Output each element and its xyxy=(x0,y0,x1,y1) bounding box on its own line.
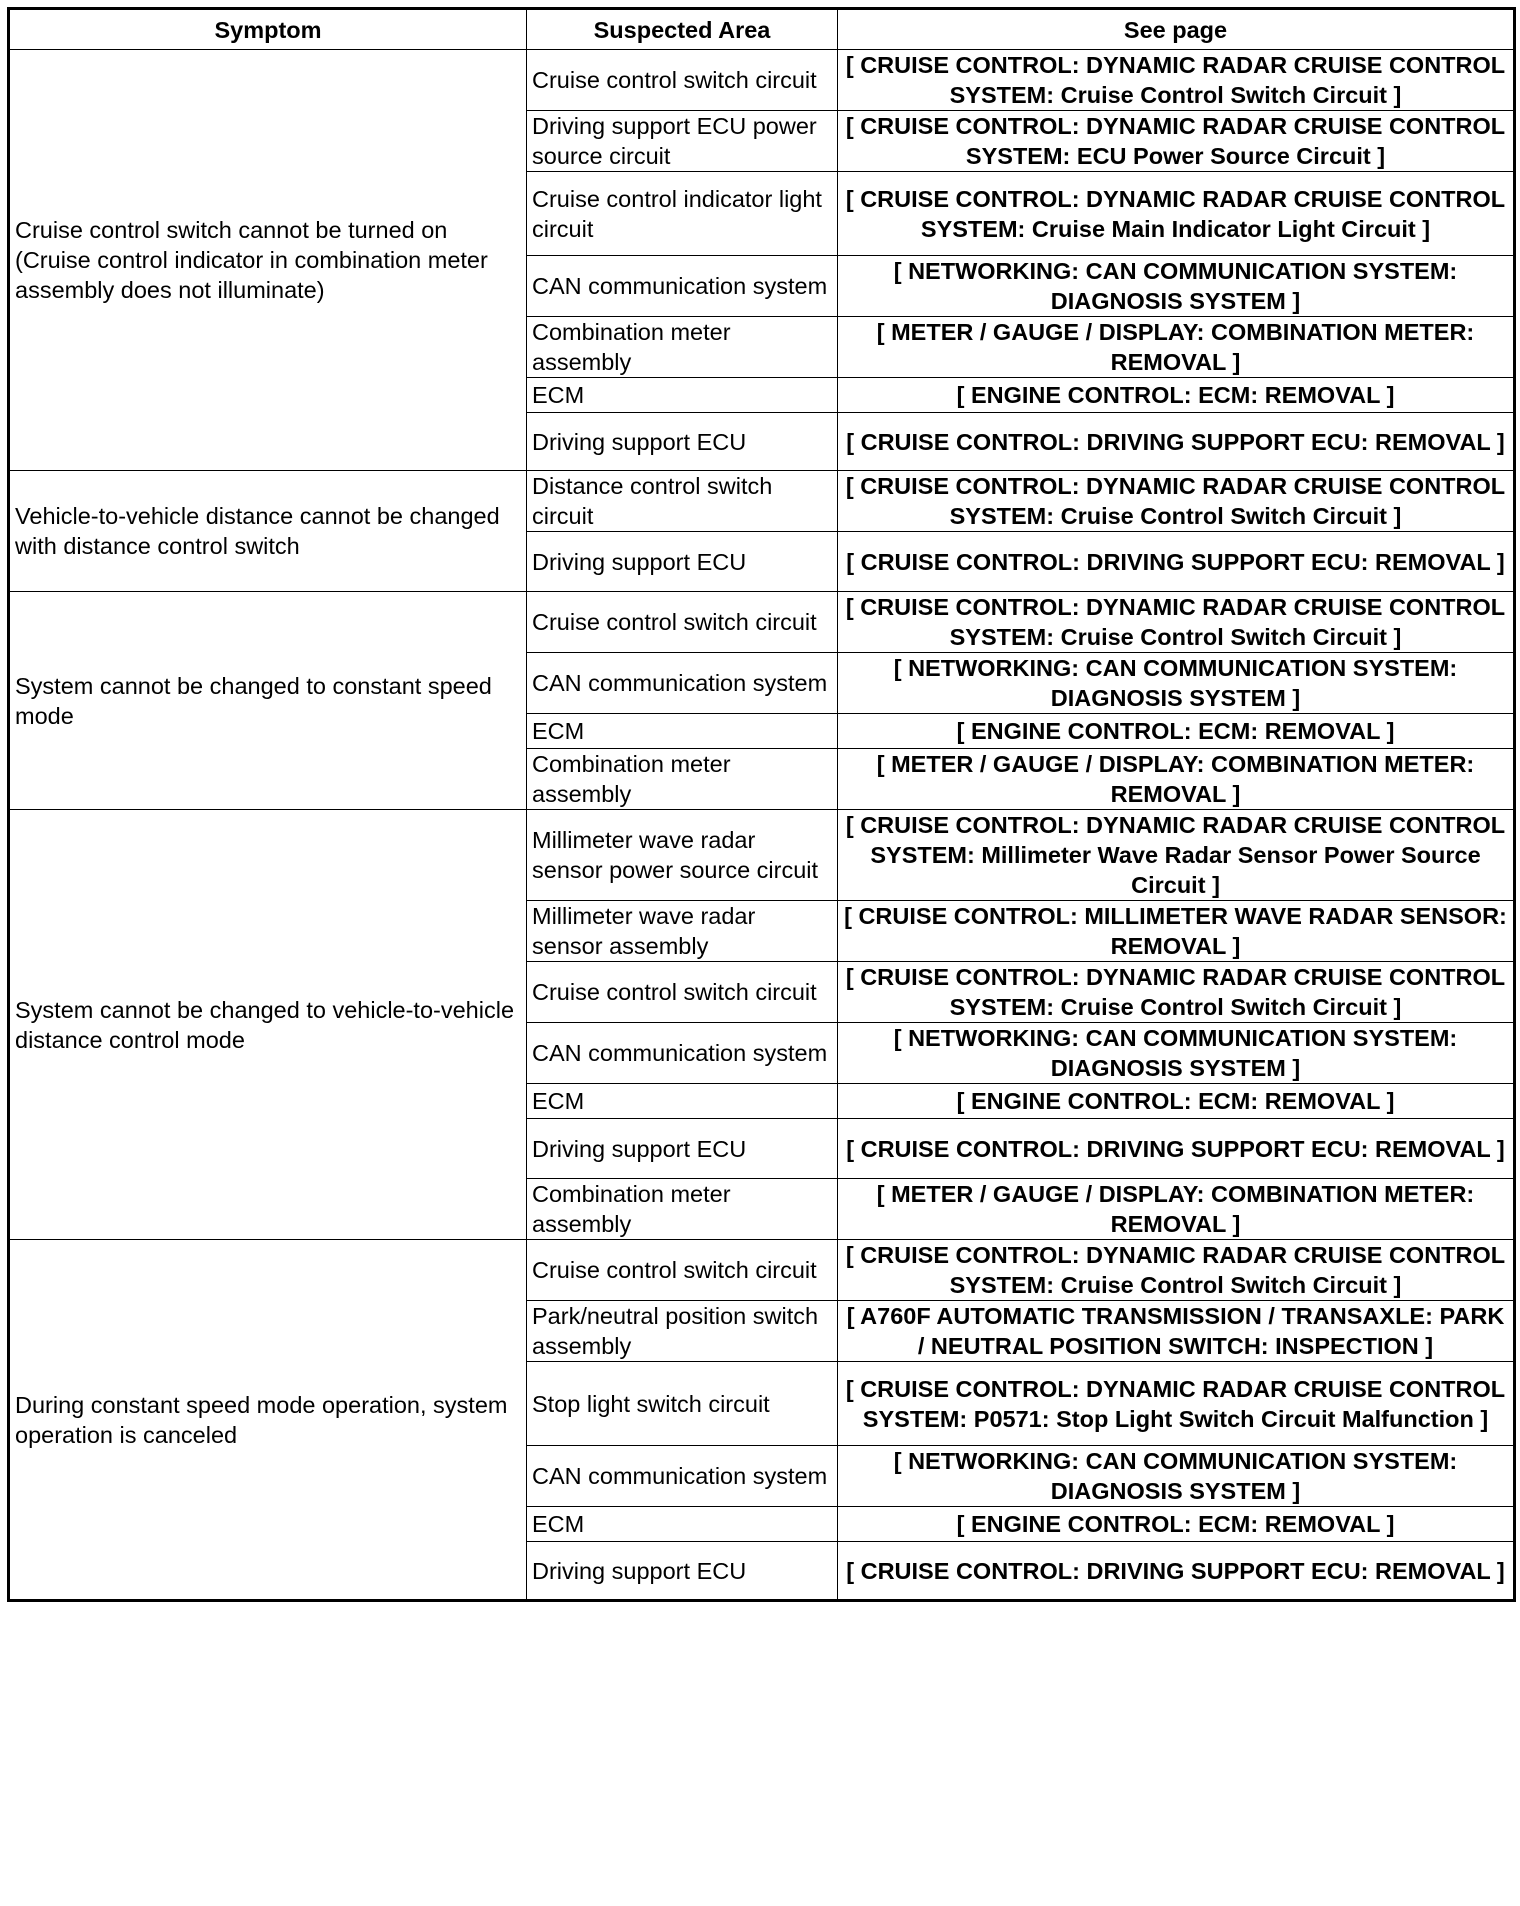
suspected-area-cell: Millimeter wave radar sensor power source circuit xyxy=(527,810,838,901)
see-page-reference[interactable]: [ CRUISE CONTROL: DYNAMIC RADAR CRUISE CONTROL SYSTEM: Cruise Control Switch Circuit ] xyxy=(838,471,1515,532)
suspected-area-cell: Cruise control switch circuit xyxy=(527,50,838,111)
suspected-area-cell: Combination meter assembly xyxy=(527,317,838,378)
table-row xyxy=(9,471,1515,532)
suspected-area-cell: Stop light switch circuit xyxy=(527,1362,838,1446)
symptom-cell: During constant speed mode operation, system operation is canceled xyxy=(9,1240,527,1601)
see-page-reference[interactable]: [ CRUISE CONTROL: DYNAMIC RADAR CRUISE CONTROL SYSTEM: P0571: Stop Light Switch Circuit Malfunction ] xyxy=(838,1362,1515,1446)
see-page-reference[interactable]: [ CRUISE CONTROL: DYNAMIC RADAR CRUISE CONTROL SYSTEM: Cruise Control Switch Circuit ] xyxy=(838,592,1515,653)
see-page-reference[interactable]: [ ENGINE CONTROL: ECM: REMOVAL ] xyxy=(838,714,1515,749)
see-page-reference[interactable]: [ NETWORKING: CAN COMMUNICATION SYSTEM: DIAGNOSIS SYSTEM ] xyxy=(838,1023,1515,1084)
suspected-area-cell: Distance control switch circuit xyxy=(527,471,838,532)
see-page-reference[interactable]: [ CRUISE CONTROL: MILLIMETER WAVE RADAR SENSOR: REMOVAL ] xyxy=(838,901,1515,962)
see-page-reference[interactable]: [ ENGINE CONTROL: ECM: REMOVAL ] xyxy=(838,1507,1515,1542)
suspected-area-cell: Driving support ECU power source circuit xyxy=(527,111,838,172)
suspected-area-cell: CAN communication system xyxy=(527,1023,838,1084)
suspected-area-cell: Park/neutral position switch assembly xyxy=(527,1301,838,1362)
see-page-reference[interactable]: [ ENGINE CONTROL: ECM: REMOVAL ] xyxy=(838,378,1515,413)
suspected-area-cell: CAN communication system xyxy=(527,653,838,714)
table-row xyxy=(9,592,1515,653)
see-page-reference[interactable]: [ METER / GAUGE / DISPLAY: COMBINATION METER: REMOVAL ] xyxy=(838,749,1515,810)
see-page-reference[interactable]: [ CRUISE CONTROL: DRIVING SUPPORT ECU: REMOVAL ] xyxy=(838,1119,1515,1179)
table-row xyxy=(9,1240,1515,1301)
see-page-reference[interactable]: [ CRUISE CONTROL: DYNAMIC RADAR CRUISE CONTROL SYSTEM: Cruise Control Switch Circuit ] xyxy=(838,962,1515,1023)
see-page-reference[interactable]: [ ENGINE CONTROL: ECM: REMOVAL ] xyxy=(838,1084,1515,1119)
see-page-reference[interactable]: [ CRUISE CONTROL: DYNAMIC RADAR CRUISE CONTROL SYSTEM: ECU Power Source Circuit ] xyxy=(838,111,1515,172)
table-body xyxy=(9,50,1515,1601)
suspected-area-cell: ECM xyxy=(527,1507,838,1542)
see-page-reference[interactable]: [ CRUISE CONTROL: DYNAMIC RADAR CRUISE CONTROL SYSTEM: Cruise Control Switch Circuit ] xyxy=(838,1240,1515,1301)
see-page-reference[interactable]: [ A760F AUTOMATIC TRANSMISSION / TRANSAXLE: PARK / NEUTRAL POSITION SWITCH: INSPECTION ] xyxy=(838,1301,1515,1362)
suspected-area-cell: ECM xyxy=(527,378,838,413)
see-page-reference[interactable]: [ CRUISE CONTROL: DYNAMIC RADAR CRUISE CONTROL SYSTEM: Cruise Main Indicator Light Circuit ] xyxy=(838,172,1515,256)
see-page-reference[interactable]: [ NETWORKING: CAN COMMUNICATION SYSTEM: DIAGNOSIS SYSTEM ] xyxy=(838,1446,1515,1507)
troubleshooting-page xyxy=(7,7,1513,1602)
suspected-area-cell: Cruise control switch circuit xyxy=(527,962,838,1023)
see-page-reference[interactable]: [ CRUISE CONTROL: DRIVING SUPPORT ECU: REMOVAL ] xyxy=(838,413,1515,471)
see-page-reference[interactable]: [ CRUISE CONTROL: DYNAMIC RADAR CRUISE CONTROL SYSTEM: Millimeter Wave Radar Sensor Power Source Circuit ] xyxy=(838,810,1515,901)
symptom-cell: Cruise control switch cannot be turned on (Cruise control indicator in combination meter assembly does not illuminate) xyxy=(9,50,527,471)
suspected-area-cell: Cruise control indicator light circuit xyxy=(527,172,838,256)
header-suspected-area: Suspected Area xyxy=(527,9,838,50)
symptom-cell: Vehicle-to-vehicle distance cannot be changed with distance control switch xyxy=(9,471,527,592)
symptom-cell: System cannot be changed to constant speed mode xyxy=(9,592,527,810)
see-page-reference[interactable]: [ NETWORKING: CAN COMMUNICATION SYSTEM: DIAGNOSIS SYSTEM ] xyxy=(838,653,1515,714)
suspected-area-cell: CAN communication system xyxy=(527,1446,838,1507)
see-page-reference[interactable]: [ CRUISE CONTROL: DRIVING SUPPORT ECU: REMOVAL ] xyxy=(838,532,1515,592)
table-row xyxy=(9,50,1515,111)
suspected-area-cell: ECM xyxy=(527,714,838,749)
suspected-area-cell: Driving support ECU xyxy=(527,413,838,471)
see-page-reference[interactable]: [ CRUISE CONTROL: DRIVING SUPPORT ECU: REMOVAL ] xyxy=(838,1542,1515,1601)
suspected-area-cell: Driving support ECU xyxy=(527,1119,838,1179)
suspected-area-cell: Combination meter assembly xyxy=(527,749,838,810)
see-page-reference[interactable]: [ CRUISE CONTROL: DYNAMIC RADAR CRUISE CONTROL SYSTEM: Cruise Control Switch Circuit ] xyxy=(838,50,1515,111)
suspected-area-cell: ECM xyxy=(527,1084,838,1119)
suspected-area-cell: Cruise control switch circuit xyxy=(527,1240,838,1301)
symptom-table xyxy=(7,7,1516,1602)
suspected-area-cell: CAN communication system xyxy=(527,256,838,317)
header-row xyxy=(9,9,1515,50)
suspected-area-cell: Driving support ECU xyxy=(527,532,838,592)
header-see-page: See page xyxy=(838,9,1515,50)
header-symptom: Symptom xyxy=(9,9,527,50)
suspected-area-cell: Cruise control switch circuit xyxy=(527,592,838,653)
see-page-reference[interactable]: [ NETWORKING: CAN COMMUNICATION SYSTEM: DIAGNOSIS SYSTEM ] xyxy=(838,256,1515,317)
suspected-area-cell: Driving support ECU xyxy=(527,1542,838,1601)
see-page-reference[interactable]: [ METER / GAUGE / DISPLAY: COMBINATION METER: REMOVAL ] xyxy=(838,317,1515,378)
suspected-area-cell: Millimeter wave radar sensor assembly xyxy=(527,901,838,962)
suspected-area-cell: Combination meter assembly xyxy=(527,1179,838,1240)
symptom-cell: System cannot be changed to vehicle-to-vehicle distance control mode xyxy=(9,810,527,1240)
see-page-reference[interactable]: [ METER / GAUGE / DISPLAY: COMBINATION METER: REMOVAL ] xyxy=(838,1179,1515,1240)
table-row xyxy=(9,810,1515,901)
